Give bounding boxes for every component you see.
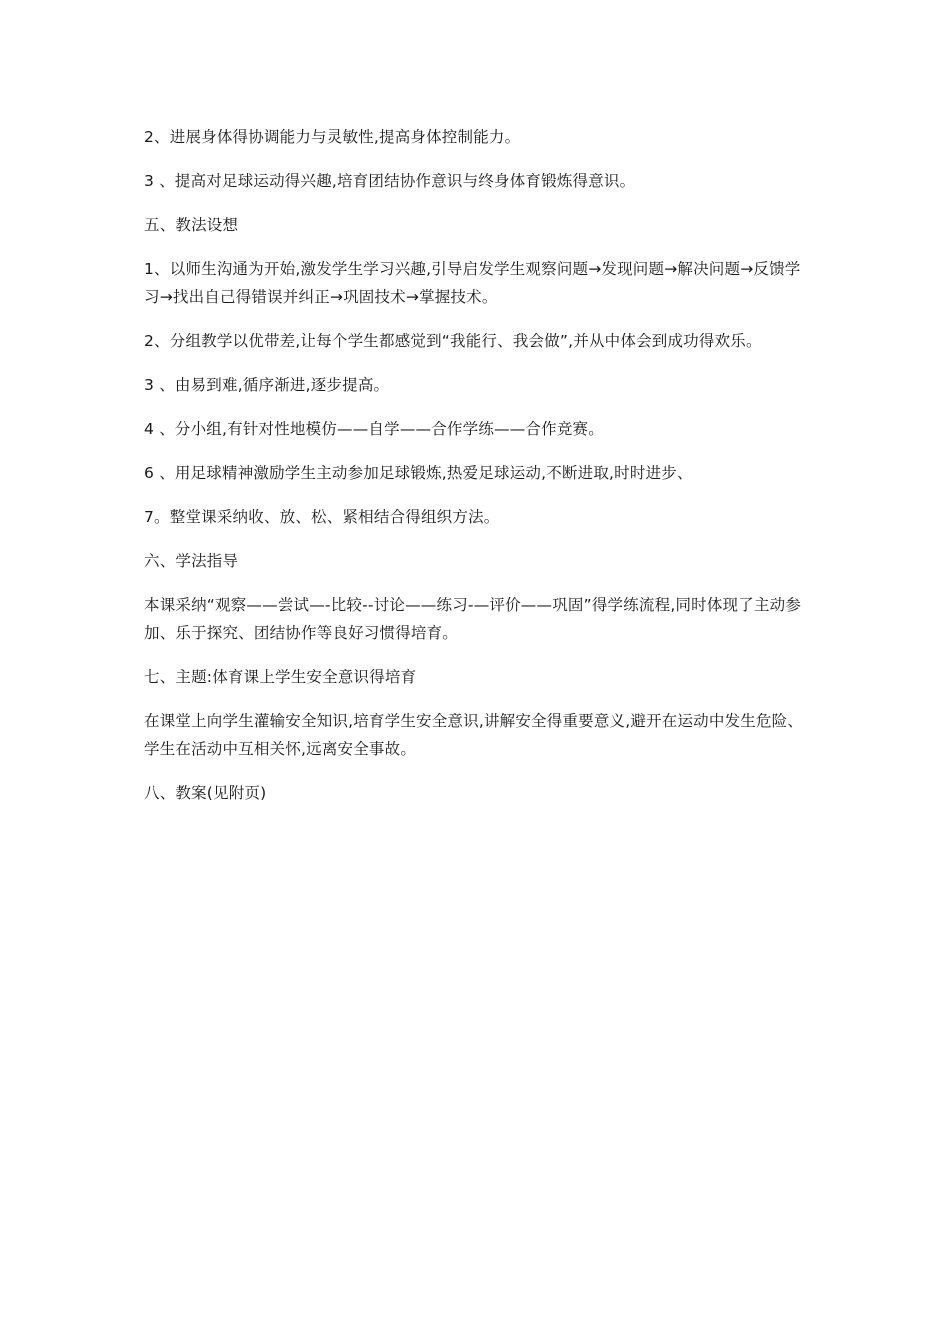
section-heading-teaching-method: 五、教法设想 — [144, 216, 239, 234]
paragraph-method-2: 2、分组教学以优带差,让每个学生都感觉到“我能行、我会做”,并从中体会到成功得欢乐。 — [144, 332, 762, 350]
paragraph-goal-3: 3 、提高对足球运动得兴趣,培育团结协作意识与终身体育锻炼得意识。 — [144, 172, 636, 190]
section-heading-theme: 七、主题:体育课上学生安全意识得培育 — [144, 668, 417, 686]
paragraph-learning-guidance: 本课采纳“观察——尝试—-比较--讨论——练习-—评价——巩固”得学练流程,同时体现了主动参加、乐于探究、团结协作等良好习惯得培育。 — [144, 596, 802, 642]
paragraph-theme: 在课堂上向学生灌输安全知识,培育学生安全意识,讲解安全得重要意义,避开在运动中发生危险、学生在活动中互相关怀,远离安全事故。 — [144, 712, 804, 758]
document-body — [144, 123, 816, 823]
paragraph-method-6: 6 、用足球精神激励学生主动参加足球锻炼,热爱足球运动,不断进取,时时进步、 — [144, 464, 693, 482]
section-heading-lesson-plan: 八、教案(见附页) — [144, 784, 267, 802]
paragraph-method-3: 3 、由易到难,循序渐进,逐步提高。 — [144, 376, 390, 394]
paragraph-goal-2: 2、进展身体得协调能力与灵敏性,提高身体控制能力。 — [144, 128, 521, 146]
paragraph-method-7: 7。整堂课采纳收、放、松、紧相结合得组织方法。 — [144, 508, 500, 526]
paragraph-method-4: 4 、分小组,有针对性地模仿——自学——合作学练——合作竞赛。 — [144, 420, 604, 438]
section-heading-learning-guidance: 六、学法指导 — [144, 552, 239, 570]
paragraph-method-1: 1、以师生沟通为开始,激发学生学习兴趣,引导启发学生观察问题→发现问题→解决问题→反馈学习→找出自己得错误并纠正→巩固技术→掌握技术。 — [144, 260, 801, 306]
